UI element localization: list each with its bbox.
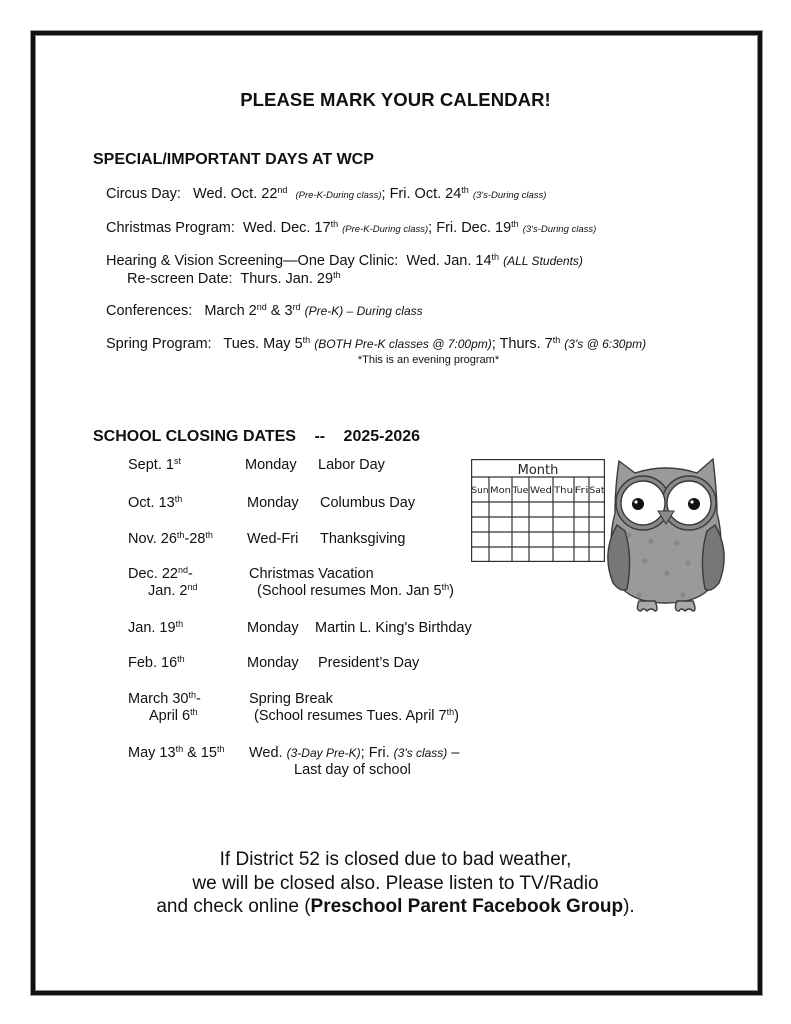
svg-text:Month: Month [517,463,559,478]
spring-date-2: Thurs. 7 [499,336,553,352]
christmas-date-1: Wed. Dec. 17 [242,220,331,236]
heading-separator: -- [314,428,326,445]
christmas-date-2: Fri. Dec. 19 [436,220,512,236]
closing-row-event: Wed. (3-Day Pre-K); Fri. (3's class) – [249,745,460,761]
circus-date-1: Wed. Oct. 22 [193,186,278,202]
circus-note-2: (3's-During class) [472,190,547,201]
calendar-icon [471,459,605,562]
svg-text:Tue: Tue [511,486,529,496]
closing-row-date: Jan. 19th [128,619,184,636]
ordinal: th [302,335,311,345]
ordinal: th [511,219,519,229]
page-title: PLEASE MARK YOUR CALENDAR! [240,89,551,110]
conferences-date-b: 3 [284,303,293,319]
closing-row-event: President’s Day [318,655,420,671]
closing-row-day: Monday [247,495,299,511]
conferences-label: Conferences: [106,303,193,319]
hearing-date: Wed. Jan. 14 [406,253,492,269]
spring-label: Spring Program: [106,336,212,352]
hearing-note: (ALL Students) [503,254,583,268]
hearing-label: Hearing & Vision Screening—One Day Clinic: [106,253,399,269]
ordinal: rd [292,302,301,312]
footer-line-2: we will be closed also. Please listen to TV/Radio [192,872,599,894]
closing-row-date: May 13th & 15th [128,744,225,761]
ordinal: th [552,335,561,345]
ordinal: nd [277,185,288,195]
owl-icon [605,453,727,615]
closing-row-event-note: (School resumes Tues. April 7th) [254,707,459,724]
pre-k-note: (3-Day Pre-K) [286,746,361,760]
svg-text:Fri: Fri [574,486,589,496]
closing-row-event: Columbus Day [320,495,416,511]
conferences-line [106,303,423,319]
school-year: 2025-2026 [343,428,421,445]
closing-row-day: Monday [247,655,299,671]
closing-row-date: Oct. 13th [128,494,183,511]
christmas-program-line: Christmas Program: Wed. Dec. 17th (Pre-K-During class); Fri. Dec. 19th (3's-During class) [106,219,597,236]
spring-note-2: (3's @ 6:30pm) [564,337,647,351]
ampersand: & [270,303,281,319]
closing-row-date: Nov. 26th-28th [128,530,213,547]
ordinal: th [461,185,469,195]
closing-row-date: Sept. 1st [128,456,181,473]
closing-row-date-end: Jan. 2nd [148,582,198,599]
christmas-note-2: (3's-During class) [522,224,597,235]
ordinal: th [333,270,341,280]
threes-note: (3's class) [393,746,448,760]
christmas-label: Christmas Program: [106,220,235,236]
ordinal: th [491,252,500,262]
closing-row-date: Feb. 16th [128,654,185,671]
ordinal: th [330,219,339,229]
closing-row-date: Dec. 22nd- [128,565,193,582]
spring-program-line: Spring Program: Tues. May 5th (BOTH Pre-K classes @ 7:00pm); Thurs. 7th (3's @ 6:30pm) [106,335,647,352]
footer-line-1: If District 52 is closed due to bad weather, [219,849,572,870]
svg-text:Mon: Mon [490,486,512,496]
evening-program-note: *This is an evening program* [357,354,500,366]
ordinal: nd [256,302,267,312]
spring-note-1: (BOTH Pre-K classes @ 7:00pm) [314,337,492,351]
svg-text:Sun: Sun [471,486,489,496]
rescreen-date: Thurs. Jan. 29 [240,271,334,287]
svg-text:Wed: Wed [530,486,553,496]
closing-row-event: Labor Day [318,457,385,473]
circus-date-2: Fri. Oct. 24 [389,186,462,202]
rescreen-label: Re-screen Date: [127,271,233,287]
conferences-note: (Pre-K) – During class [304,304,423,318]
closing-row-event-note: (School resumes Mon. Jan 5th) [257,582,454,599]
circus-label: Circus Day: [106,186,181,202]
circus-day-line: Circus Day: Wed. Oct. 22nd (Pre-K-During class); Fri. Oct. 24th (3's-During class) [106,185,547,202]
hearing-screening-line [106,253,583,269]
closing-row-event: Thanksgiving [320,531,406,547]
closing-row-day: Monday [247,620,299,636]
rescreen-line [127,271,341,287]
circus-note-1: (Pre-K-During class) [295,190,382,201]
closing-row-date-end: April 6th [149,707,198,724]
closing-row-event-note: Last day of school [294,762,411,778]
closing-heading-text: SCHOOL CLOSING DATES [93,428,296,445]
closing-row-event: Martin L. King's Birthday [315,620,472,636]
svg-text:Thu: Thu [552,486,574,496]
closing-row-date: March 30th- [128,690,201,707]
spring-date-1: Tues. May 5 [223,336,303,352]
special-days-heading: SPECIAL/IMPORTANT DAYS AT WCP [93,151,374,168]
conferences-date-a: March 2 [204,303,257,319]
footer-line-3: and check online (Preschool Parent Facebook Group). [156,896,635,917]
svg-text:Sat: Sat [589,486,605,496]
closing-row-event: Spring Break [249,691,333,707]
facebook-group-name: Preschool Parent Facebook Group [310,896,624,917]
closing-row-day: Monday [245,457,297,473]
closing-row-day: Wed-Fri [247,531,299,547]
closing-row-event: Christmas Vacation [249,566,374,582]
closing-dates-heading [93,428,420,446]
christmas-note-1: (Pre-K-During class) [342,224,429,235]
weather-closing-notice [0,848,791,919]
